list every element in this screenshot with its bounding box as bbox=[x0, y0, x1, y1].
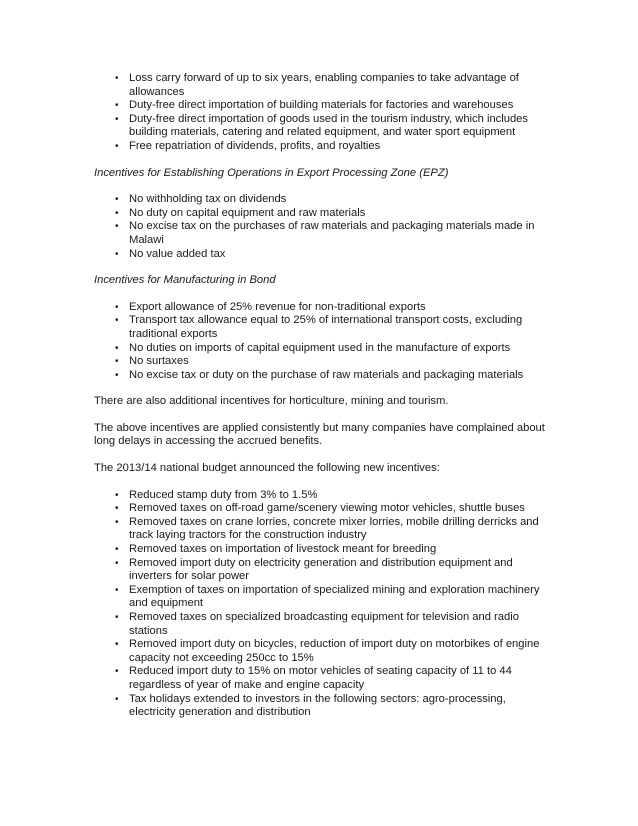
bullet-icon: • bbox=[115, 612, 119, 623]
list-item bbox=[94, 99, 549, 113]
bullet-icon: • bbox=[115, 639, 119, 651]
bullet-icon: • bbox=[115, 584, 119, 596]
bullet-icon: • bbox=[115, 666, 119, 678]
bullet-icon: • bbox=[115, 207, 119, 219]
list-item-text: No withholding tax on dividends bbox=[129, 193, 287, 206]
list-item-text: No value added tax bbox=[129, 247, 226, 260]
list-item bbox=[94, 301, 549, 315]
list-item bbox=[94, 248, 549, 262]
list-item bbox=[94, 72, 549, 99]
list-item bbox=[94, 516, 549, 543]
budget-paragraph: The 2013/14 national budget announced the following new incentives: bbox=[94, 462, 440, 475]
bullet-icon: • bbox=[115, 100, 119, 112]
document-content bbox=[94, 72, 549, 720]
bullet-icon: • bbox=[115, 356, 119, 368]
list-item-text: Loss carry forward of up to six years, enabling companies to take advantage of allowances bbox=[129, 72, 519, 98]
list-item-text: No excise tax or duty on the purchase of raw materials and packaging materials bbox=[129, 368, 524, 381]
list-item bbox=[94, 193, 549, 207]
applied-incentives-paragraph: The above incentives are applied consistently but many companies have complained about long delays in accessing the accrued benefits. bbox=[94, 421, 545, 448]
list-item bbox=[94, 584, 549, 611]
list-item-text: No duties on imports of capital equipment used in the manufacture of exports bbox=[129, 341, 511, 354]
bullet-icon: • bbox=[115, 301, 119, 313]
list-item-text: Removed import duty on electricity generation and distribution equipment and inverters for solar power bbox=[129, 556, 513, 583]
list-item-text: Free repatriation of dividends, profits, and royalties bbox=[129, 139, 381, 152]
list-item-text: Export allowance of 25% revenue for non-traditional exports bbox=[129, 300, 426, 313]
list-item-text: Removed taxes on specialized broadcasting equipment for television and radio stations bbox=[129, 611, 519, 637]
list-item-text: Duty-free direct importation of building materials for factories and warehouses bbox=[129, 99, 514, 112]
additional-incentives-paragraph: There are also additional incentives for horticulture, mining and tourism. bbox=[94, 395, 449, 408]
list-item-text: Removed taxes on off-road game/scenery viewing motor vehicles, shuttle buses bbox=[129, 502, 525, 515]
list-item bbox=[94, 502, 549, 516]
list-item-text: Reduced stamp duty from 3% to 1.5% bbox=[129, 488, 318, 501]
list-item-text: Removed import duty on bicycles, reduction of import duty on motorbikes of engine capacity not exceeding 250cc to 15% bbox=[129, 638, 540, 664]
list-item bbox=[94, 665, 549, 692]
list-item bbox=[94, 489, 549, 503]
bullet-icon: • bbox=[115, 557, 119, 569]
bullet-icon: • bbox=[115, 693, 119, 705]
list-item-text: Transport tax allowance equal to 25% of international transport costs, excluding traditional exports bbox=[129, 314, 523, 340]
bullet-icon: • bbox=[115, 113, 119, 125]
list-item bbox=[94, 693, 549, 720]
bullet-icon: • bbox=[115, 489, 119, 501]
epz-heading: Incentives for Establishing Operations in Export Processing Zone (EPZ) bbox=[94, 166, 449, 179]
bullet-icon: • bbox=[115, 194, 119, 206]
bullet-icon: • bbox=[115, 315, 119, 327]
budget-incentives-list bbox=[94, 489, 549, 720]
list-item bbox=[94, 314, 549, 341]
list-item-text: Reduced import duty to 15% on motor vehicles of seating capacity of 11 to 44 regardless of year of make and engine capacity bbox=[129, 665, 512, 691]
bullet-icon: • bbox=[115, 140, 119, 152]
list-item bbox=[94, 369, 549, 383]
list-item-text: No duty on capital equipment and raw materials bbox=[129, 206, 366, 219]
list-item-text: Exemption of taxes on importation of specialized mining and exploration machinery and equipment bbox=[129, 583, 540, 610]
list-item-text: Duty-free direct importation of goods used in the tourism industry, which includes building materials, catering and related equipment, and water sport equipment bbox=[129, 112, 529, 139]
list-item bbox=[94, 543, 549, 557]
list-item-text: No surtaxes bbox=[129, 355, 189, 368]
bullet-icon: • bbox=[115, 221, 119, 233]
list-item bbox=[94, 342, 549, 356]
bullet-icon: • bbox=[115, 342, 119, 354]
bullet-icon: • bbox=[115, 248, 119, 260]
bullet-icon: • bbox=[115, 544, 119, 556]
list-item bbox=[94, 638, 549, 665]
list-item bbox=[94, 611, 549, 638]
bullet-icon: • bbox=[115, 73, 119, 84]
general-incentives-list bbox=[94, 72, 549, 154]
epz-incentives-list bbox=[94, 193, 549, 261]
list-item-text: No excise tax on the purchases of raw materials and packaging materials made in Malawi bbox=[129, 220, 535, 246]
list-item bbox=[94, 557, 549, 584]
list-item-text: Tax holidays extended to investors in the following sectors: agro-processing, electricity generation and distribution bbox=[129, 692, 506, 719]
list-item-text: Removed taxes on importation of livestock meant for breeding bbox=[129, 543, 437, 556]
bullet-icon: • bbox=[115, 516, 119, 528]
list-item bbox=[94, 355, 549, 369]
list-item-text: Removed taxes on crane lorries, concrete mixer lorries, mobile drilling derricks and track laying tractors for the construction industry bbox=[129, 515, 539, 542]
list-item bbox=[94, 113, 549, 140]
bond-incentives-list bbox=[94, 301, 549, 383]
list-item bbox=[94, 140, 549, 154]
list-item bbox=[94, 207, 549, 221]
bullet-icon: • bbox=[115, 503, 119, 515]
bullet-icon: • bbox=[115, 369, 119, 381]
bond-heading: Incentives for Manufacturing in Bond bbox=[94, 274, 276, 287]
list-item bbox=[94, 220, 549, 247]
